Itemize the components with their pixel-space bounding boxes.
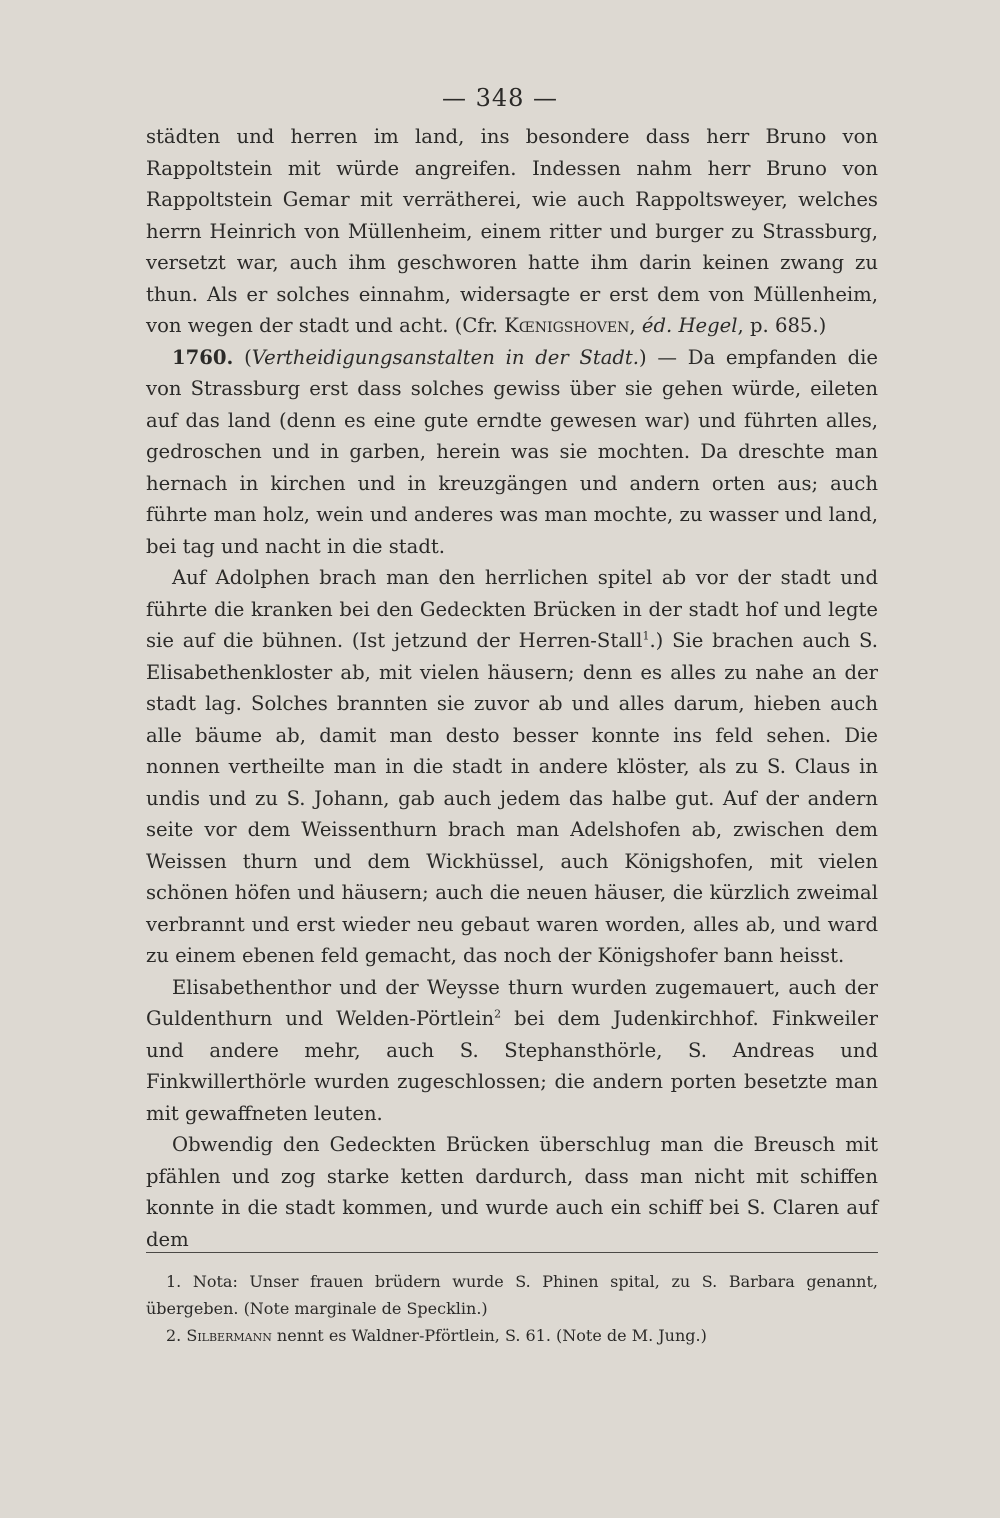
page-reference: , p. 685.) bbox=[737, 314, 827, 337]
entry-number: 1760. bbox=[172, 345, 234, 369]
paragraph-4-text-a: Elisabethenthor und der Weysse thurn wurden zugemauert, auch der Guldenthurn und Welden-Pörtlein bbox=[146, 975, 878, 1030]
paragraph-2 bbox=[146, 342, 878, 563]
footnote-2-number: 2. bbox=[166, 1326, 187, 1345]
paragraph-4 bbox=[146, 972, 878, 1130]
title-close: ) bbox=[639, 345, 658, 369]
footnote-1: 1. Nota: Unser frauen brüdern wurde S. Phinen spital, zu S. Barbara genannt, übergeben. (Note marginale de Specklin.) bbox=[146, 1272, 878, 1318]
paragraph-3-text-a: Auf Adolphen brach man den herrlichen spitel ab vor der stadt und führte die kranken bei den Gedeckten Brücken in der stadt hof und legte sie auf die bühnen. (Ist jetzund der Herren-Stall bbox=[146, 566, 878, 652]
paragraph-5 bbox=[146, 1129, 878, 1255]
footnote-divider bbox=[146, 1252, 878, 1253]
page-number: — 348 — bbox=[441, 84, 559, 112]
title-open: ( bbox=[233, 345, 252, 369]
footnote-2-author: Silbermann bbox=[186, 1326, 272, 1345]
paragraph-5-text: Obwendig den Gedeckten Brücken überschlug man die Breusch mit pfählen und zog starke ketten dardurch, dass man nicht mit schiffen konnte in die stadt kommen, und wurde auch ein schiff bei S. Claren auf dem bbox=[146, 1133, 878, 1251]
body-text bbox=[146, 121, 878, 1255]
footnotes bbox=[146, 1268, 878, 1349]
paragraph-3 bbox=[146, 562, 878, 972]
paragraph-1-text: städten und herren im land, ins besondere dass herr Bruno von Rappoltstein mit würde angreifen. Indessen nahm herr Bruno von Rappoltstein Gemar mit verrätherei, wie auch Rappoltsweyer, welches herrn Heinrich von Müllenheim, einem ritter und burger zu Strassburg, versetzt war, auch ihm geschworen hatte ihm darin keinen zwang zu thun. Als er solches einnahm, widersagte er erst dem von Müllenheim, von wegen der stadt und acht. (Cfr. bbox=[146, 125, 878, 337]
footnote-ref-2[interactable]: 2 bbox=[494, 1007, 502, 1021]
paragraph-3-text-b: .) Sie brachen auch S. Elisabethenkloster ab, mit vielen häusern; denn es alles zu nahe an der stadt lag. Solches brannten sie zuvor ab und alles darum, hieben auch alle bäume ab, damit man desto besser konnte ins feld sehen. Die nonnen vertheilte man in die stadt in andere klöster, als zu S. Claus in undis und zu S. Johann, gab auch jedem das halbe gut. Auf der andern seite vor dem Weissenthurn brach man Adelshofen ab, zwischen dem Weissen thurn und dem Wickhüssel, auch Königshofen, mit vielen schönen höfen und häusern; auch die neuen häuser, die kürzlich zweimal verbrannt und erst wieder neu gebaut waren worden, alles ab, und ward zu einem ebenen feld gemacht, das noch der Königshofer bann heisst. bbox=[146, 629, 878, 967]
paragraph-1 bbox=[146, 121, 878, 342]
entry-title: Vertheidigungsanstalten in der Stadt. bbox=[251, 345, 640, 369]
footnote-2-text: nennt es Waldner-Pförtlein, S. 61. (Note de M. Jung.) bbox=[271, 1326, 707, 1345]
footnote-2 bbox=[146, 1322, 878, 1349]
author-name: Kœnigshoven bbox=[504, 314, 630, 337]
separator: , bbox=[629, 314, 642, 337]
paragraph-2-text: — Da empfanden die von Strassburg erst dass solches gewiss über sie gehen würde, eileten auf das land (denn es eine gute erndte gewesen war) und führten alles, gedroschen und in garben, herein was sie mochten. Da dreschte man hernach in kirchen und in kreuzgängen und andern orten aus; auch führte man holz, wein und anderes was man mochte, zu wasser und land, bei tag und nacht in die stadt. bbox=[146, 345, 879, 558]
footnote-ref-1[interactable]: 1 bbox=[642, 629, 650, 643]
edition-name: éd. Hegel bbox=[641, 314, 738, 337]
paragraph-4-text-b: bei dem Judenkirchhof. Finkweiler und andere mehr, auch S. Stephansthörle, S. Andreas und Finkwillerthörle wurden zugeschlossen; die andern porten besetzte man mit gewaffneten leuten. bbox=[146, 1007, 879, 1125]
